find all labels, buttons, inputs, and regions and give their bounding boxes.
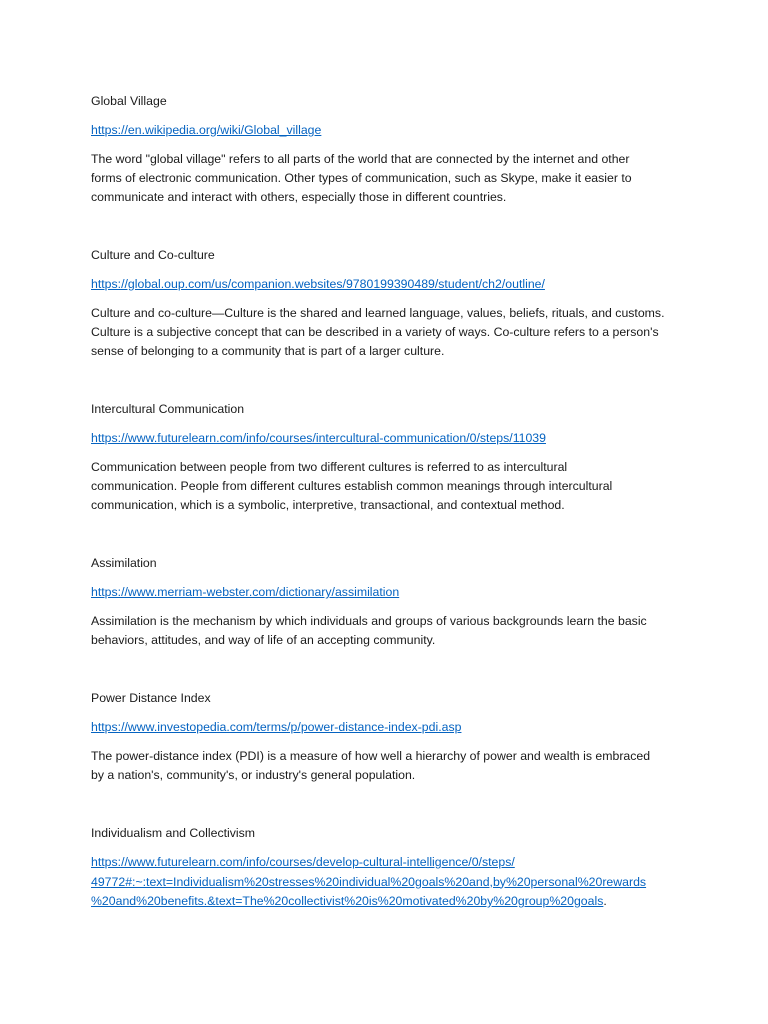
entry-link[interactable]: https://www.futurelearn.com/info/courses/intercultural-communication/0/steps/11039 [91,431,546,445]
description-line: behaviors, attitudes, and way of life of an accepting community. [91,633,436,647]
entry-heading: Culture and Co-culture [91,248,215,262]
description-line: The word "global village" refers to all parts of the world that are connected by the internet and other [91,152,630,166]
entry-culture-and-co-culture [91,246,691,361]
entry-description [91,150,691,207]
entry-individualism-and-collectivism [91,824,691,912]
entry-link-line[interactable]: %20and%20benefits.&text=The%20collectivist%20is%20motivated%20by%20group%20goals [91,894,604,908]
entry-link[interactable]: https://www.merriam-webster.com/dictionary/assimilation [91,585,400,599]
description-line: by a nation's, community's, or industry's general population. [91,768,416,782]
entry-link[interactable]: https://en.wikipedia.org/wiki/Global_village [91,123,322,137]
description-line: The power-distance index (PDI) is a measure of how well a hierarchy of power and wealth is embraced [91,749,651,763]
description-line: communicate and interact with others, especially those in different countries. [91,190,507,204]
entry-heading: Global Village [91,94,167,108]
trailing-period: . [603,894,607,908]
entry-description [91,612,691,650]
entry-description [91,304,691,361]
description-line: Culture is a subjective concept that can be described in a variety of ways. Co-culture refers to a person's [91,325,659,339]
entry-assimilation [91,554,691,650]
description-line: communication. People from different cultures establish common meanings through intercultural [91,479,613,493]
entry-link-line[interactable]: https://www.futurelearn.com/info/courses/develop-cultural-intelligence/0/steps/ [91,855,515,869]
entry-link-block [91,853,691,912]
description-line: forms of electronic communication. Other types of communication, such as Skype, make it easier to [91,171,632,185]
description-line: sense of belonging to a community that is part of a larger culture. [91,344,445,358]
description-line: Communication between people from two different cultures is referred to as intercultural [91,460,568,474]
entry-heading: Individualism and Collectivism [91,826,256,840]
entry-global-village [91,92,691,207]
entry-link-line[interactable]: 49772#:~:text=Individualism%20stresses%20individual%20goals%20and,by%20personal%20rewards [91,874,647,889]
entry-intercultural-communication [91,400,691,515]
entry-heading: Intercultural Communication [91,402,245,416]
entry-heading: Assimilation [91,556,157,570]
description-line: Culture and co-culture—Culture is the shared and learned language, values, beliefs, rituals, and customs. [91,306,665,320]
entry-power-distance-index [91,689,691,785]
entry-heading: Power Distance Index [91,691,211,705]
description-line: Assimilation is the mechanism by which individuals and groups of various backgrounds learn the basic [91,614,647,628]
document-page [91,92,691,912]
entry-link[interactable]: https://www.investopedia.com/terms/p/power-distance-index-pdi.asp [91,720,462,734]
entry-link[interactable]: https://global.oup.com/us/companion.websites/9780199390489/student/ch2/outline/ [91,277,545,291]
entry-description [91,458,691,515]
entry-description [91,747,691,785]
description-line: communication, which is a symbolic, interpretive, transactional, and contextual method. [91,498,565,512]
